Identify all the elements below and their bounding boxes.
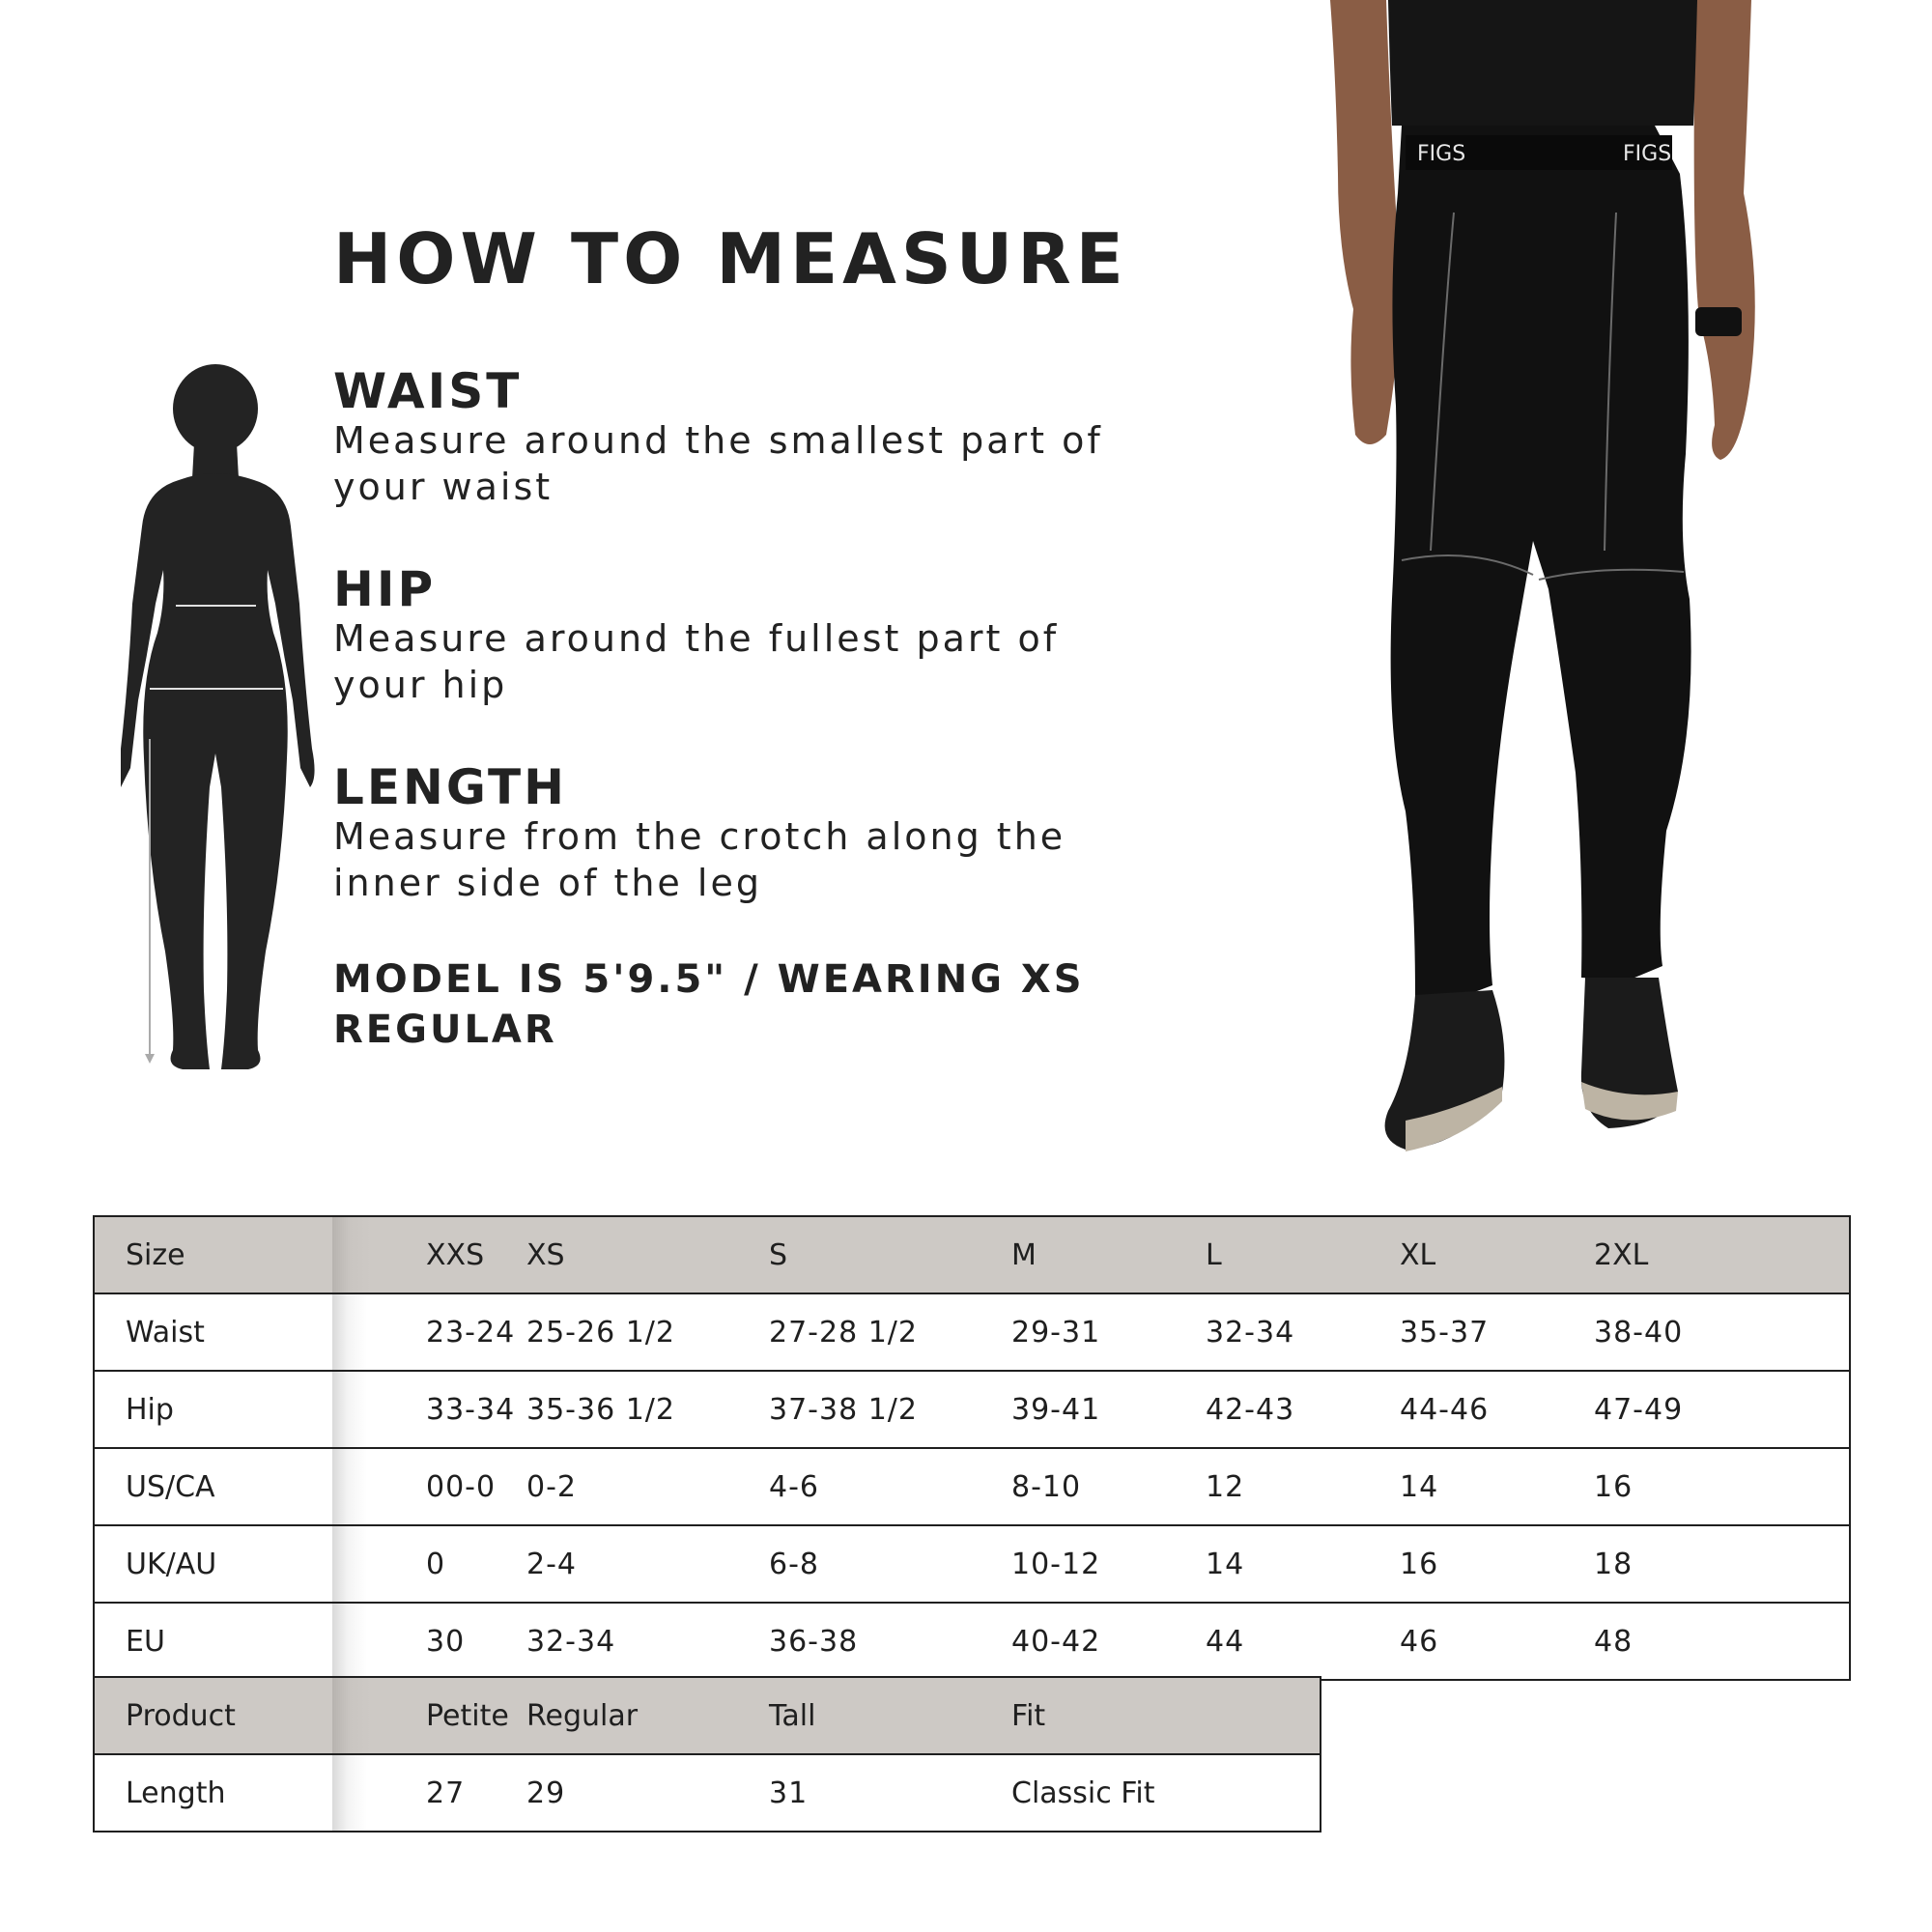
table-cell: 36-38 <box>769 1603 1011 1680</box>
table-cell: 14 <box>1206 1525 1400 1603</box>
header-cell: L <box>1206 1216 1400 1293</box>
page-title: HOW TO MEASURE <box>333 218 1128 299</box>
table-cell: 27 <box>332 1754 526 1832</box>
table-cell: 2-4 <box>526 1525 769 1603</box>
table-cell: 4-6 <box>769 1448 1011 1525</box>
length-instructions: Measure from the crotch along the inner side of the leg <box>333 815 1066 904</box>
table-cell: 32-34 <box>1206 1293 1400 1371</box>
table-cell: 31 <box>769 1754 1011 1832</box>
table-cell: 14 <box>1400 1448 1594 1525</box>
header-cell: Fit <box>1011 1677 1321 1754</box>
header-cell: Tall <box>769 1677 1011 1754</box>
table-row <box>94 1525 1850 1603</box>
table-row <box>94 1603 1850 1680</box>
table-cell: 48 <box>1594 1603 1850 1680</box>
table-cell: 42-43 <box>1206 1371 1400 1448</box>
table-cell: 18 <box>1594 1525 1850 1603</box>
table-cell: 30 <box>332 1603 526 1680</box>
header-cell: 2XL <box>1594 1216 1850 1293</box>
table-cell: 6-8 <box>769 1525 1011 1603</box>
table-cell: 29 <box>526 1754 769 1832</box>
table-cell: 12 <box>1206 1448 1400 1525</box>
table-cell: 35-36 1/2 <box>526 1371 769 1448</box>
table-cell: 0 <box>332 1525 526 1603</box>
table-cell: 37-38 1/2 <box>769 1371 1011 1448</box>
length-heading: LENGTH <box>333 759 567 815</box>
table-row <box>94 1293 1850 1371</box>
header-cell: S <box>769 1216 1011 1293</box>
watch <box>1695 307 1742 336</box>
table-row <box>94 1754 1321 1832</box>
table-row <box>94 1448 1850 1525</box>
table-cell: 39-41 <box>1011 1371 1206 1448</box>
body-silhouette-illustration <box>121 362 324 1072</box>
hip-instructions: Measure around the fullest part of your hip <box>333 617 1060 706</box>
waistband-logo-2: FIGS <box>1623 142 1672 166</box>
length-section <box>333 761 1106 906</box>
waist-heading: WAIST <box>333 363 523 419</box>
waistband-logo: FIGS <box>1417 142 1466 166</box>
size-header-row <box>94 1216 1850 1293</box>
model-photo <box>1309 0 1763 1159</box>
table-cell: 38-40 <box>1594 1293 1850 1371</box>
waist-section <box>333 365 1106 510</box>
table-cell: 27-28 1/2 <box>769 1293 1011 1371</box>
model-note: MODEL IS 5'9.5" / WEARING XS REGULAR <box>333 957 1085 1052</box>
table-cell: 10-12 <box>1011 1525 1206 1603</box>
length-header-row <box>94 1677 1321 1754</box>
table-cell: 35-37 <box>1400 1293 1594 1371</box>
header-cell: Product <box>94 1677 332 1754</box>
table-cell: 47-49 <box>1594 1371 1850 1448</box>
header-cell: XXS <box>332 1216 526 1293</box>
header-cell: Size <box>94 1216 332 1293</box>
table-cell: 16 <box>1594 1448 1850 1525</box>
header-cell: Regular <box>526 1677 769 1754</box>
row-label: EU <box>94 1603 332 1680</box>
table-cell: 16 <box>1400 1525 1594 1603</box>
row-label: UK/AU <box>94 1525 332 1603</box>
table-cell: 8-10 <box>1011 1448 1206 1525</box>
table-cell: 33-34 <box>332 1371 526 1448</box>
table-cell: 00-0 <box>332 1448 526 1525</box>
table-cell: 29-31 <box>1011 1293 1206 1371</box>
waist-instructions: Measure around the smallest part of your waist <box>333 419 1103 508</box>
hip-heading: HIP <box>333 561 437 617</box>
table-cell: Classic Fit <box>1011 1754 1321 1832</box>
hip-section <box>333 563 1106 708</box>
header-cell: M <box>1011 1216 1206 1293</box>
table-cell: 25-26 1/2 <box>526 1293 769 1371</box>
header-cell: Petite <box>332 1677 526 1754</box>
row-label: US/CA <box>94 1448 332 1525</box>
table-cell: 46 <box>1400 1603 1594 1680</box>
table-cell: 44-46 <box>1400 1371 1594 1448</box>
table-cell: 40-42 <box>1011 1603 1206 1680</box>
row-label: Waist <box>94 1293 332 1371</box>
table-cell: 44 <box>1206 1603 1400 1680</box>
table-row <box>94 1371 1850 1448</box>
table-cell: 0-2 <box>526 1448 769 1525</box>
header-cell: XL <box>1400 1216 1594 1293</box>
header-cell: XS <box>526 1216 769 1293</box>
table-cell: 32-34 <box>526 1603 769 1680</box>
row-label: Hip <box>94 1371 332 1448</box>
row-label: Length <box>94 1754 332 1832</box>
length-chart-table <box>93 1676 1321 1833</box>
size-chart-table <box>93 1215 1851 1681</box>
table-cell: 23-24 <box>332 1293 526 1371</box>
